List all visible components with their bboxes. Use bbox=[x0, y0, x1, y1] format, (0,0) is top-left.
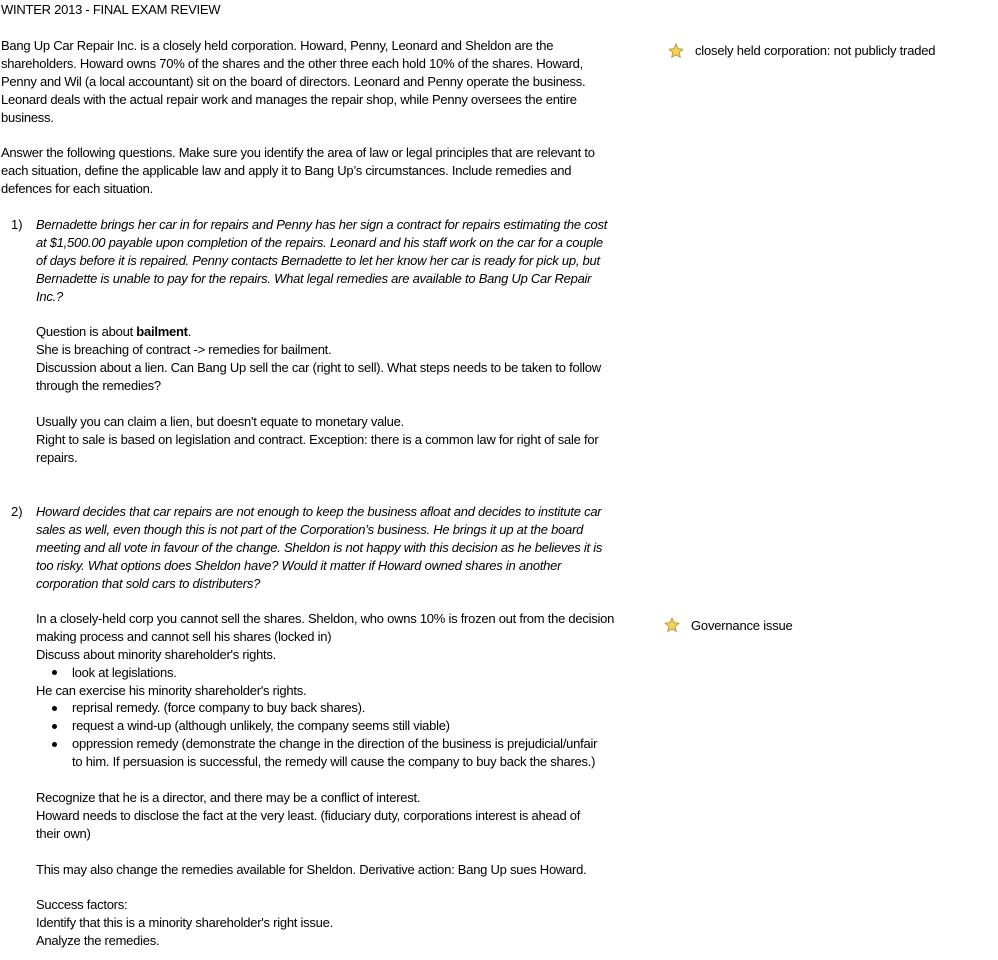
bailment-keyword: bailment bbox=[136, 324, 188, 339]
answer-line: their own) bbox=[36, 826, 91, 841]
answer-suffix: . bbox=[187, 324, 192, 339]
question-text-line: at $1,500.00 payable upon completion of the repairs. Leonard and his staff work on the car for a couple bbox=[36, 235, 603, 250]
instructions-line: each situation, define the applicable law and apply it to Bang Up’s circumstances. Include remedies and bbox=[1, 163, 572, 178]
answer-line: In a closely-held corp you cannot sell the shares. Sheldon, who owns 10% is frozen out from the decision bbox=[36, 611, 615, 626]
answer-line: making process and cannot sell his shares (locked in) bbox=[36, 629, 332, 644]
bullet-item: look at legislations. bbox=[72, 665, 177, 680]
answer-line bbox=[36, 323, 191, 341]
answer-line: Right to sale is based on legislation and contract. Exception: there is a common law for right of sale for bbox=[36, 432, 599, 447]
question-text-line: Bernadette brings her car in for repairs and Penny has her sign a contract for repairs estimating the cost bbox=[36, 217, 608, 232]
bullet-dot bbox=[52, 724, 57, 729]
answer-line: She is breaching of contract -> remedies for bailment. bbox=[36, 342, 332, 357]
bullet-item-continued: to him. If persuasion is successful, the remedy will cause the company to buy back the shares.) bbox=[72, 754, 596, 769]
side-note-text: Governance issue bbox=[691, 618, 793, 633]
document-title: WINTER 2013 - FINAL EXAM REVIEW bbox=[1, 2, 221, 17]
success-factors-heading: Success factors: bbox=[36, 897, 128, 912]
answer-prefix: Question is about bbox=[36, 324, 137, 339]
question-text-line: too risky. What options does Sheldon have? Would it matter if Howard owned shares in another bbox=[36, 558, 562, 573]
instructions-line: Answer the following questions. Make sure you identify the area of law or legal principles that are relevant to bbox=[1, 145, 595, 160]
question-text-line: meeting and all vote in favour of the change. Sheldon is not happy with this decision as he believes it is bbox=[36, 540, 603, 555]
intro-line: Penny and Wil (a local accountant) sit on the board of directors. Leonard and Penny operate the business. bbox=[1, 74, 586, 89]
star-icon[interactable] bbox=[664, 617, 680, 633]
success-factor-line: Analyze the remedies. bbox=[36, 933, 160, 948]
answer-line: repairs. bbox=[36, 450, 78, 465]
side-note-text: closely held corporation: not publicly traded bbox=[695, 43, 936, 58]
question-text-line: of days before it is repaired. Penny contacts Bernadette to let her know her car is ready for pick up, but bbox=[36, 253, 600, 268]
question-text-line: Inc.? bbox=[36, 289, 63, 304]
answer-line: Recognize that he is a director, and there may be a conflict of interest. bbox=[36, 790, 421, 805]
answer-line: Discuss about minority shareholder's rights. bbox=[36, 647, 277, 662]
answer-line: Usually you can claim a lien, but doesn't equate to monetary value. bbox=[36, 414, 405, 429]
question-text-line: Howard decides that car repairs are not enough to keep the business afloat and decides to institute car bbox=[36, 504, 602, 519]
question-number: 1) bbox=[11, 217, 23, 232]
instructions-line: defences for each situation. bbox=[1, 181, 153, 196]
answer-line: He can exercise his minority shareholder's rights. bbox=[36, 683, 307, 698]
bullet-item: reprisal remedy. (force company to buy back shares). bbox=[72, 700, 366, 715]
bullet-dot bbox=[52, 706, 57, 711]
intro-line: shareholders. Howard owns 70% of the shares and the other three each hold 10% of the shares. Howard, bbox=[1, 56, 584, 71]
answer-line: Discussion about a lien. Can Bang Up sell the car (right to sell). What steps needs to be taken to follow bbox=[36, 360, 601, 375]
bullet-item: oppression remedy (demonstrate the change in the direction of the business is prejudicial/unfair bbox=[72, 736, 598, 751]
question-number: 2) bbox=[11, 504, 23, 519]
question-text-line: Bernadette is unable to pay for the repairs. What legal remedies are available to Bang Up Car Repair bbox=[36, 271, 592, 286]
bullet-dot bbox=[52, 670, 57, 675]
answer-line: This may also change the remedies available for Sheldon. Derivative action: Bang Up sues Howard. bbox=[36, 862, 587, 877]
intro-line: Bang Up Car Repair Inc. is a closely held corporation. Howard, Penny, Leonard and Sheldon are the bbox=[1, 38, 554, 53]
answer-line: through the remedies? bbox=[36, 378, 161, 393]
bullet-item: request a wind-up (although unlikely, the company seems still viable) bbox=[72, 718, 450, 733]
intro-line: business. bbox=[1, 110, 54, 125]
question-text-line: sales as well, even though this is not part of the Corporation’s business. He brings it up at the board bbox=[36, 522, 584, 537]
question-text-line: corporation that sold cars to distributers? bbox=[36, 576, 261, 591]
answer-line: Howard needs to disclose the fact at the very least. (fiduciary duty, corporations interest is ahead of bbox=[36, 808, 581, 823]
success-factor-line: Identify that this is a minority shareholder's right issue. bbox=[36, 915, 333, 930]
bullet-dot bbox=[52, 742, 57, 747]
star-icon[interactable] bbox=[668, 43, 684, 59]
intro-line: Leonard deals with the actual repair work and manages the repair shop, while Penny oversees the entire bbox=[1, 92, 577, 107]
